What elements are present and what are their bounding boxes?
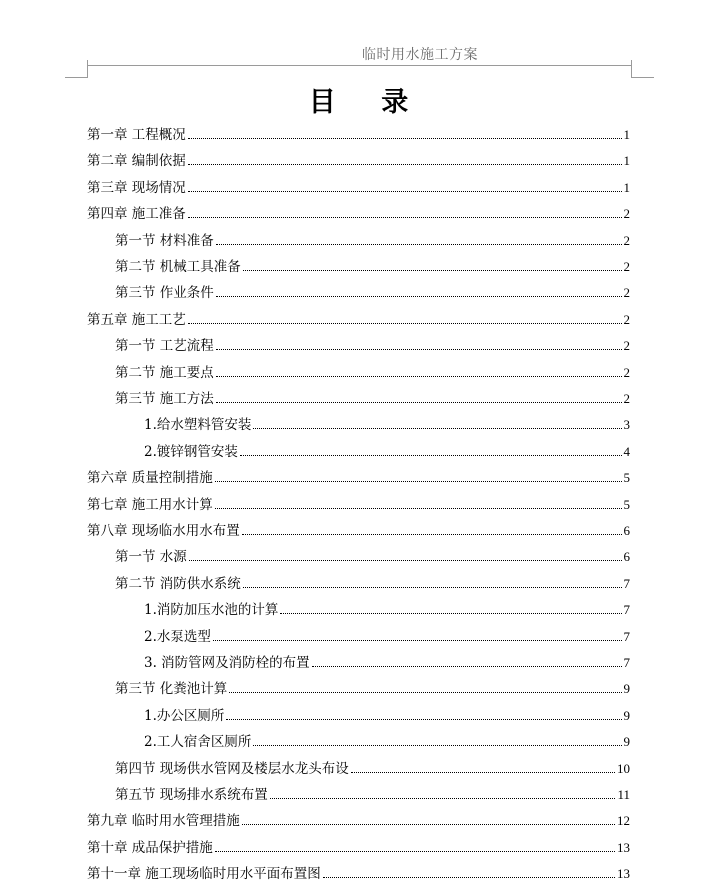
toc-dot-leader — [216, 243, 622, 245]
toc-dot-leader — [253, 427, 621, 429]
toc-dot-leader — [312, 665, 622, 667]
toc-entry-page-number: 1 — [623, 153, 630, 169]
toc-entry-page-number: 6 — [623, 549, 630, 565]
toc-entry-page-number: 7 — [623, 575, 630, 591]
toc-entry-label: 第三节 作业条件 — [115, 285, 214, 302]
toc-dot-leader — [243, 586, 622, 588]
toc-entry-label: 第一节 材料准备 — [115, 232, 214, 249]
toc-entry[interactable] — [144, 625, 630, 645]
toc-entry-label: 第四节 现场供水管网及楼层水龙头布设 — [115, 760, 349, 777]
toc-entry[interactable] — [87, 176, 630, 196]
toc-entry-page-number: 2 — [623, 259, 630, 274]
toc-entry[interactable] — [87, 466, 630, 486]
toc-dot-leader — [215, 507, 622, 509]
toc-dot-leader — [216, 375, 622, 377]
toc-dot-leader — [188, 163, 622, 165]
toc-entry[interactable] — [115, 572, 630, 592]
toc-entry[interactable] — [115, 229, 630, 249]
toc-entry-page-number: 1 — [623, 127, 630, 142]
toc-entry[interactable] — [87, 149, 630, 169]
toc-entry-page-number: 2 — [623, 311, 630, 327]
crop-mark-left-h — [65, 77, 88, 78]
crop-mark-left-v — [87, 60, 88, 78]
toc-dot-leader — [216, 348, 622, 350]
toc-entry[interactable] — [87, 519, 630, 539]
toc-entry-label: 第五节 现场排水系统布置 — [115, 787, 268, 803]
toc-dot-leader — [270, 797, 616, 799]
toc-entry[interactable] — [87, 862, 630, 882]
toc-entry-page-number: 13 — [617, 866, 630, 882]
toc-entry-label: 第一节 工艺流程 — [115, 338, 214, 355]
toc-dot-leader — [243, 269, 622, 271]
toc-entry[interactable] — [115, 334, 630, 354]
toc-dot-leader — [188, 190, 622, 192]
toc-dot-leader — [213, 639, 622, 641]
crop-mark-right-v — [631, 60, 632, 78]
toc-entry[interactable] — [144, 730, 630, 750]
toc-entry[interactable] — [144, 413, 630, 433]
toc-entry-page-number: 7 — [623, 628, 630, 644]
toc-entry-page-number: 3 — [623, 417, 630, 433]
header-rule — [88, 65, 632, 66]
toc-dot-leader — [253, 744, 621, 746]
toc-dot-leader — [240, 454, 622, 456]
toc-entry-page-number: 2 — [623, 364, 630, 380]
toc-entry-page-number: 2 — [623, 391, 630, 406]
toc-entry-label: 第二节 施工要点 — [115, 364, 214, 381]
toc-entry[interactable] — [115, 783, 630, 803]
toc-dot-leader — [215, 850, 615, 852]
toc-dot-leader — [242, 823, 615, 825]
toc-entry[interactable] — [144, 651, 630, 671]
toc-dot-leader — [188, 322, 622, 324]
toc-entry[interactable] — [115, 281, 630, 301]
toc-entry-page-number: 7 — [623, 655, 630, 670]
toc-entry-page-number: 1 — [623, 179, 630, 195]
toc-entry[interactable] — [115, 757, 630, 777]
toc-entry[interactable] — [115, 361, 630, 381]
toc-entry-label: 第三章 现场情况 — [87, 179, 186, 196]
toc-entry-page-number: 9 — [623, 707, 630, 723]
toc-entry-label: 1.给水塑料管安装 — [144, 417, 252, 434]
toc-dot-leader — [280, 612, 621, 614]
toc-entry[interactable] — [87, 202, 630, 222]
toc-entry-page-number: 7 — [623, 602, 630, 618]
toc-entry-page-number: 2 — [623, 232, 630, 248]
toc-entry[interactable] — [144, 598, 630, 618]
toc-dot-leader — [242, 533, 622, 535]
toc-entry-label: 第九章 临时用水管理措施 — [87, 813, 240, 830]
toc-entry-label: 第一节 水源 — [115, 549, 187, 566]
toc-entry-page-number: 12 — [617, 813, 630, 829]
toc-entry-label: 3. 消防管网及消防栓的布置 — [144, 655, 310, 671]
toc-entry-page-number: 13 — [617, 839, 630, 855]
crop-mark-right-h — [631, 77, 654, 78]
toc-entry[interactable] — [87, 809, 630, 829]
toc-entry-label: 第三节 化粪池计算 — [115, 681, 228, 698]
toc-entry[interactable] — [115, 677, 630, 697]
toc-entry-page-number: 6 — [623, 523, 630, 538]
toc-dot-leader — [216, 295, 622, 297]
toc-entry-label: 第五章 施工工艺 — [87, 311, 186, 328]
toc-entry-page-number: 10 — [617, 760, 630, 776]
toc-entry[interactable] — [87, 836, 630, 856]
toc-entry-label: 第八章 现场临水用水布置 — [87, 523, 240, 539]
toc-entry-label: 第七章 施工用水计算 — [87, 496, 213, 513]
toc-dot-leader — [188, 137, 622, 139]
toc-entry[interactable] — [87, 123, 630, 143]
toc-dot-leader — [216, 401, 622, 403]
toc-dot-leader — [189, 559, 622, 561]
toc-entry[interactable] — [115, 387, 630, 407]
toc-entry-page-number: 2 — [623, 285, 630, 301]
toc-entry-page-number: 5 — [623, 496, 630, 512]
toc-dot-leader — [188, 216, 622, 218]
toc-dot-leader — [226, 718, 621, 720]
toc-entry-label: 第四章 施工准备 — [87, 206, 186, 223]
toc-entry-page-number: 2 — [623, 338, 630, 354]
toc-entry[interactable] — [144, 440, 630, 460]
page-header-title: 临时用水施工方案 — [362, 47, 478, 63]
toc-dot-leader — [323, 876, 615, 878]
toc-entry-label: 第二节 机械工具准备 — [115, 259, 241, 275]
toc-entry-label: 第二章 编制依据 — [87, 153, 186, 170]
toc-entry-label: 2.工人宿舍区厕所 — [144, 734, 252, 751]
toc-entry-label: 第十章 成品保护措施 — [87, 839, 213, 856]
toc-entry-label: 2.镀锌钢管安装 — [144, 443, 238, 460]
toc-entry[interactable] — [87, 493, 630, 513]
toc-entry-page-number: 5 — [623, 470, 630, 486]
toc-entry-label: 2.水泵选型 — [144, 628, 211, 645]
toc-entry-label: 1.办公区厕所 — [144, 707, 225, 724]
toc-entry-page-number: 9 — [623, 681, 630, 697]
toc-entry-label: 第一章 工程概况 — [87, 127, 186, 143]
toc-entry[interactable] — [144, 704, 630, 724]
toc-entry-label: 第十一章 施工现场临时用水平面布置图 — [87, 866, 321, 882]
toc-entry[interactable] — [115, 255, 630, 275]
toc-entry-label: 第二节 消防供水系统 — [115, 575, 241, 592]
toc-entry-page-number: 2 — [623, 206, 630, 222]
toc-entry-label: 第六章 质量控制措施 — [87, 470, 213, 487]
toc-title: 目 录 — [308, 87, 427, 118]
toc-entry-page-number: 11 — [617, 787, 630, 802]
toc-entry-label: 1.消防加压水池的计算 — [144, 602, 279, 619]
toc-entry[interactable] — [115, 545, 630, 565]
toc-entry[interactable] — [87, 308, 630, 328]
toc-entry-label: 第三节 施工方法 — [115, 391, 214, 407]
toc-dot-leader — [229, 691, 621, 693]
toc-entry-page-number: 9 — [623, 734, 630, 750]
toc-dot-leader — [351, 771, 615, 773]
toc-dot-leader — [215, 480, 622, 482]
toc-entry-page-number: 4 — [623, 443, 630, 459]
